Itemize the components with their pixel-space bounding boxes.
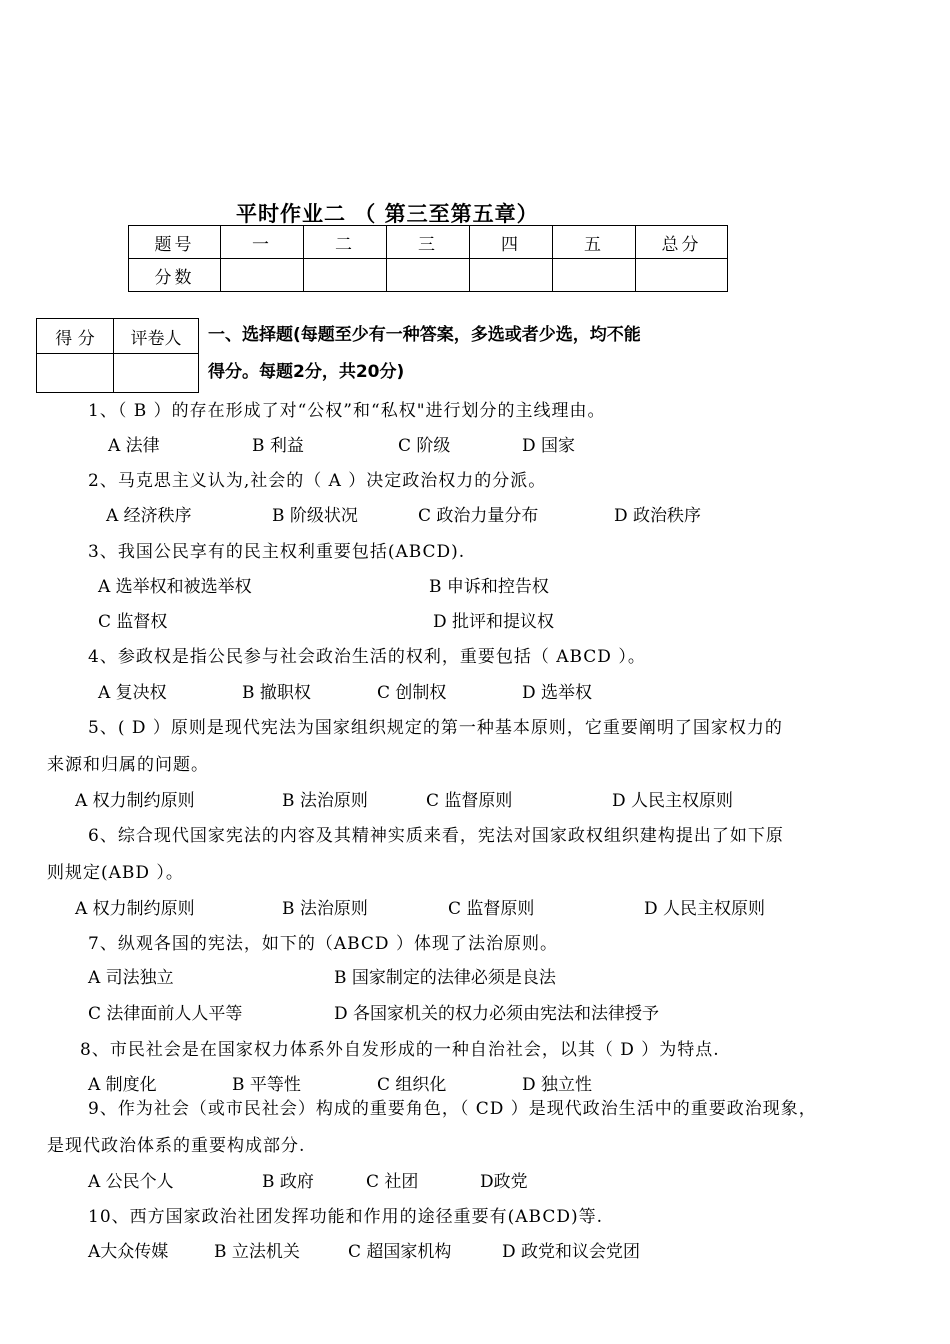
question-3: 3、我国公民享有的民主权利重要包括(ABCD). (88, 542, 466, 562)
score-header-cell: 一 (221, 226, 304, 259)
section-heading-line1: 一、选择题(每题至少有一种答案，多选或者少选，均不能 (208, 325, 641, 345)
section-heading-line2: 得分。每题2分，共20分) (208, 362, 405, 382)
q1-option-a: A 法律 (108, 436, 160, 456)
q9-option-d: D政党 (480, 1172, 528, 1192)
question-9-continued: 是现代政治体系的重要构成部分. (47, 1136, 306, 1156)
score-cell[interactable] (387, 259, 470, 292)
question-10: 10、西方国家政治社团发挥功能和作用的途径重要有(ABCD)等. (88, 1207, 604, 1227)
question-9: 9、作为社会（或市民社会）构成的重要角色，（ CD ）是现代政治生活中的重要政治现象， (88, 1099, 817, 1119)
q8-option-a: A 制度化 (88, 1075, 157, 1095)
score-row-label: 分数 (129, 259, 221, 292)
q3-option-d: D 批评和提议权 (433, 612, 555, 632)
q2-option-c: C 政治力量分布 (418, 506, 539, 526)
q6-option-d: D 人民主权原则 (644, 899, 766, 919)
q4-option-b: B 撤职权 (242, 683, 311, 703)
page-title: 平时作业二 （ 第三至第五章） (236, 202, 539, 226)
score-cell[interactable] (553, 259, 636, 292)
question-5: 5、( D ）原则是现代宪法为国家组织规定的第一种基本原则，它重要阐明了国家权力的 (88, 718, 783, 738)
q10-option-b: B 立法机关 (214, 1242, 300, 1262)
question-6: 6、综合现代国家宪法的内容及其精神实质来看，宪法对国家政权组织建构提出了如下原 (88, 826, 784, 846)
q7-option-b: B 国家制定的法律必须是良法 (334, 968, 556, 988)
q8-option-c: C 组织化 (377, 1075, 447, 1095)
q1-option-b: B 利益 (252, 436, 304, 456)
q4-option-a: A 复决权 (98, 683, 167, 703)
score-header-cell: 五 (553, 226, 636, 259)
q6-option-c: C 监督原则 (448, 899, 535, 919)
score-cell[interactable] (636, 259, 728, 292)
grader-name-label: 评卷人 (114, 319, 199, 354)
q5-option-a: A 权力制约原则 (75, 791, 195, 811)
score-cell[interactable] (304, 259, 387, 292)
question-6-continued: 则规定(ABD ）。 (47, 863, 184, 883)
question-8: 8、市民社会是在国家权力体系外自发形成的一种自治社会，以其（ D ）为特点. (80, 1040, 720, 1060)
score-table (128, 225, 728, 292)
question-1: 1、（ B ）的存在形成了对“公权”和“私权"进行划分的主线理由。 (88, 401, 606, 421)
grader-score-label: 得 分 (37, 319, 114, 354)
score-header-cell: 四 (470, 226, 553, 259)
q3-option-a: A 选举权和被选举权 (98, 577, 252, 597)
q10-option-c: C 超国家机构 (348, 1242, 452, 1262)
q5-option-d: D 人民主权原则 (612, 791, 734, 811)
q3-option-b: B 申诉和控告权 (429, 577, 549, 597)
q2-option-b: B 阶级状况 (272, 506, 358, 526)
score-header-cell: 总分 (636, 226, 728, 259)
q1-option-d: D 国家 (522, 436, 576, 456)
q3-option-c: C 监督权 (98, 612, 168, 632)
q5-option-b: B 法治原则 (282, 791, 368, 811)
score-header-cell: 题号 (129, 226, 221, 259)
question-2: 2、马克思主义认为,社会的（ A ）决定政治权力的分派。 (88, 471, 547, 491)
score-table-header-row (129, 226, 728, 259)
question-7: 7、纵观各国的宪法，如下的（ABCD ）体现了法治原则。 (88, 934, 558, 954)
q5-option-c: C 监督原则 (426, 791, 513, 811)
grader-score-cell[interactable] (37, 354, 114, 393)
q8-option-d: D 独立性 (522, 1075, 593, 1095)
q2-option-d: D 政治秩序 (614, 506, 702, 526)
score-table-value-row (129, 259, 728, 292)
q4-option-d: D 选举权 (522, 683, 593, 703)
score-header-cell: 二 (304, 226, 387, 259)
q7-option-c: C 法律面前人人平等 (88, 1004, 243, 1024)
q2-option-a: A 经济秩序 (106, 506, 192, 526)
question-5-continued: 来源和归属的问题。 (47, 755, 209, 775)
q6-option-b: B 法治原则 (282, 899, 368, 919)
q7-option-d: D 各国家机关的权力必须由宪法和法律授予 (334, 1004, 660, 1024)
q9-option-b: B 政府 (262, 1172, 314, 1192)
q9-option-a: A 公民个人 (88, 1172, 174, 1192)
grader-name-cell[interactable] (114, 354, 199, 393)
q6-option-a: A 权力制约原则 (75, 899, 195, 919)
q10-option-d: D 政党和议会党团 (502, 1242, 641, 1262)
grader-table (36, 318, 199, 393)
q8-option-b: B 平等性 (232, 1075, 301, 1095)
q9-option-c: C 社团 (366, 1172, 419, 1192)
score-cell[interactable] (470, 259, 553, 292)
score-header-cell: 三 (387, 226, 470, 259)
score-cell[interactable] (221, 259, 304, 292)
q10-option-a: A大众传媒 (88, 1242, 169, 1262)
question-4: 4、参政权是指公民参与社会政治生活的权利，重要包括（ ABCD ）。 (88, 647, 646, 667)
q7-option-a: A 司法独立 (88, 968, 174, 988)
q4-option-c: C 创制权 (377, 683, 447, 703)
q1-option-c: C 阶级 (398, 436, 451, 456)
